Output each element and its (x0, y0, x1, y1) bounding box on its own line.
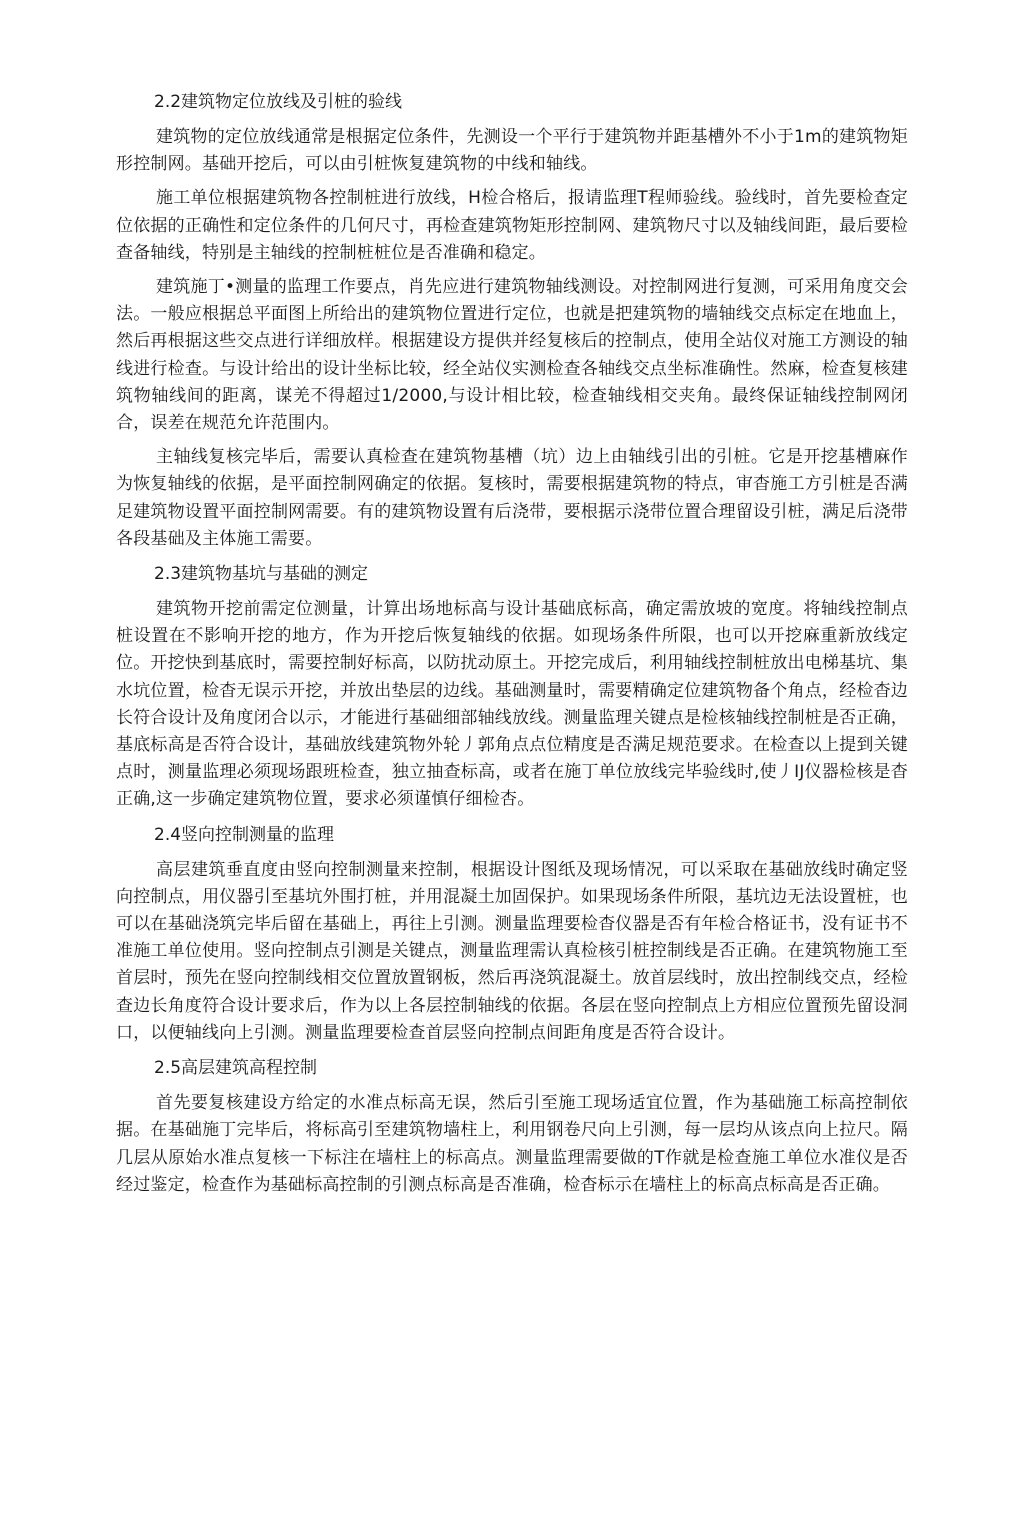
section-heading: 2.4竖向控制测量的监理 (154, 824, 335, 845)
paragraph: 施工单位根据建筑物各控制桩进行放线，H检合格后，报请监理T程师验线。验线时，首先要检查定位依据的正确性和定位条件的几何尺寸，再检查建筑物矩形控制网、建筑物尺寸以及轴线间距，最后要检查备轴线，特别是主轴线的控制桩桩位是否准确和稳定。 (116, 188, 908, 263)
section-2-2 (116, 88, 908, 553)
section-2-3 (116, 560, 908, 814)
section-heading: 2.5高层建筑高程控制 (154, 1058, 318, 1079)
section-heading: 2.2建筑物定位放线及引桩的验线 (154, 92, 403, 112)
paragraph: 建筑物开挖前需定位测量，计算出场地标高与设计基础底标高，确定需放坡的宽度。将轴线控制点桩设置在不影响开挖的地方，作为开挖后恢复轴线的依据。如现场条件所限，也可以开挖麻重新放线定位。开挖快到基底时，需要控制好标高，以防扰动原土。开挖完成后，利用轴线控制桩放出电梯基坑、集水坑位置，检杳无误示开挖，并放出垫层的边线。基础测量时，需要精确定位建筑物备个角点，经检杳边长符合设计及角度闭合以示，才能进行基础细部轴线放线。测量监理关键点是检核轴线控制桩是否正确，基底标高是否符合设计，基础放线建筑物外轮丿郭角点点位精度是否满足规范要求。在检查以上提到关键点时，测量监理必须现场跟班检查，独立抽查标高，或者在施丁单位放线完毕验线时,使丿IJ仪器检核是杳正确,这一步确定建筑物位置，要求必须谨慎仔细检杏。 (116, 599, 908, 810)
paragraph: 建筑施丁•测量的监理工作要点，肖先应进行建筑物轴线测设。对控制网进行复测，可采用角度交会法。一般应根据总平面图上所给出的建筑物位置进行定位，也就是把建筑物的墙轴线交点标定在地血上，然后再根据这些交点进行详细放样。根据建设方提供并经复核后的控制点，使用全站仪对施工方测设的轴线进行检查。与设计给出的设计坐标比较，经全站仪实测检查各轴线交点坐标准确性。然麻，检查复核建筑物轴线间的距离，谋羌不得超过1/2000,与设计相比较，检查轴线相交夹角。最终保证轴线控制网闭合，误差在规范允许范围内。 (116, 277, 908, 434)
section-2-4 (116, 821, 908, 1047)
paragraph: 首先要复核建设方给定的水准点标高无误，然后引至施工现场适宜位置，作为基础施工标高控制依据。在基础施丁完毕后，将标高引至建筑物墙柱上，利用钢卷尺向上引测，每一层均从该点向上拉尺。隔几层从原始水准点复核一下标注在墙柱上的标高点。测量监理需要做的T作就是检查施工单位水准仪是否经过鉴定，检查作为基础标高控制的引测点标高是否准确，检杳标示在墙柱上的标高点标高是否正确。 (116, 1093, 908, 1195)
document-page (116, 88, 908, 1206)
paragraph: 主轴线复核完毕后，需要认真检查在建筑物基槽（坑）边上由轴线引出的引桩。它是开挖基槽麻作为恢复轴线的依据，是平面控制网确定的依据。复核时，需要根据建筑物的特点，审杳施工方引桩是否满足建筑物设置平面控制网需要。有的建筑物设置有后浇带，要根据示浇带位置合理留设引桩，满足后浇带各段基础及主体施工需要。 (116, 447, 908, 549)
section-heading: 2.3建筑物基坑与基础的测定 (154, 564, 369, 585)
paragraph: 高层建筑垂直度由竖向控制测量来控制，根据设计图纸及现场情况，可以采取在基础放线时确定竖向控制点，用仪器引至基坑外围打桩，并用混凝土加固保护。如果现场条件所限，基坑边无法设置桩，也可以在基础浇筑完毕后留在基础上，再往上引测。测量监理要检杳仪器是否有年检合格证书，没有证书不准施工单位使用。竖向控制点引测是关键点，测量监理需认真检核引桩控制线是否正确。在建筑物施工至首层时，预先在竖向控制线相交位置放置钢板，然后再浇筑混凝土。放首层线时，放出控制线交点，经检查边长角度符合设计要求后，作为以上各层控制轴线的依据。各层在竖向控制点上方相应位置预先留设洞口，以便轴线向上引测。测量监理要检查首层竖向控制点间距角度是否符合设计。 (116, 859, 908, 1043)
paragraph: 建筑物的定位放线通常是根据定位条件，先测设一个平行于建筑物并距基槽外不小于1m的建筑物矩形控制网。基础开挖后，可以由引桩恢复建筑物的中线和轴线。 (116, 127, 908, 175)
section-2-5 (116, 1054, 908, 1199)
